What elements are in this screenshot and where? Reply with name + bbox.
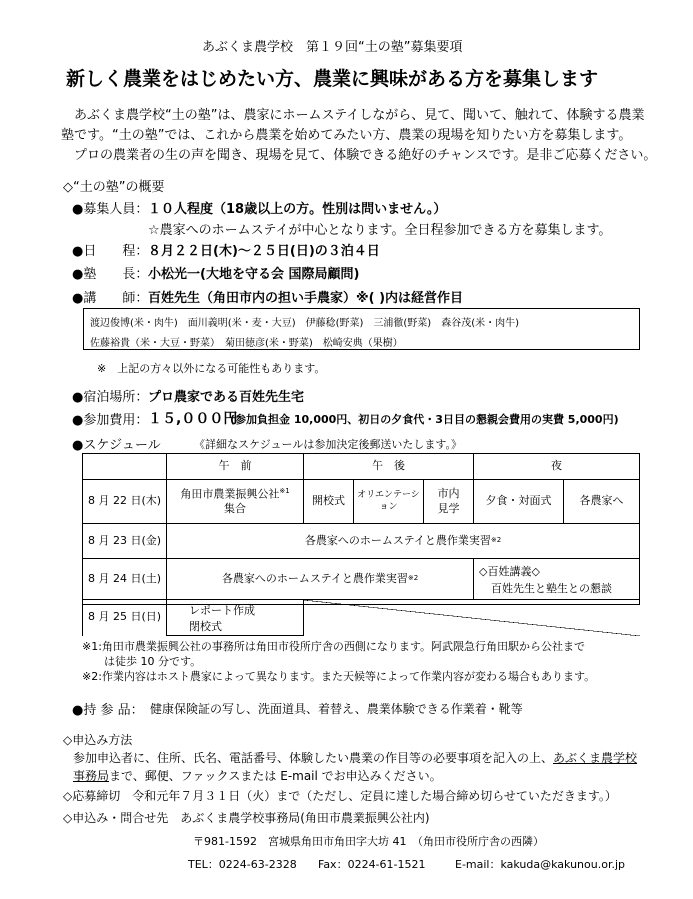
day2-footnote: ※2: [490, 536, 502, 545]
recruit-label: ●募集人員：: [72, 202, 149, 217]
main-title: 新しく農業をはじめたい方、農業に興味がある方を募集します: [66, 68, 599, 90]
fee-detail: (参加負担金 10,000円、初日の夕食代・3日目の懇親会費用の実費 5,000円): [230, 413, 619, 426]
intro-line-3: プロの農業者の生の声を聞き、現場を見て、体験できる絶好のチャンスです。是非ご応募ください。: [61, 148, 657, 163]
lecturers-line-2: 佐藤裕貴（米・大豆・野菜） 菊田徳彦(米・野菜) 松崎安典（果樹）: [90, 338, 403, 349]
lecturer-value: 百姓先生（角田市内の担い手農家）※( )内は経営作目: [148, 291, 464, 306]
apply-office-link: 事務局: [73, 769, 110, 783]
overview-heading: ◇“土の塾”の概要: [63, 180, 165, 195]
lodging-label: ●宿泊場所：: [72, 390, 149, 405]
day1-dinner: 夕食・対面式: [485, 494, 552, 508]
header-pm: 午 後: [372, 459, 405, 473]
day4-report: レポート作成: [189, 604, 255, 617]
day2-date: 8 月 23 日(金): [87, 533, 162, 547]
header-line: あぶくま農学校 第１９回“土の塾”募集要項: [202, 40, 463, 55]
day2-homestay-text: 各農家へのホームステイと農作業実習: [304, 533, 491, 547]
contact-email: E-mail：kakuda@kakunou.or.jp: [455, 858, 626, 871]
contact-tel: TEL：0224-63-2328: [188, 858, 297, 871]
schedule-table: [82, 453, 640, 636]
lecturers-note: ※ 上記の方々以外になる可能性もあります。: [97, 362, 326, 375]
header-am: 午 前: [218, 459, 252, 473]
day1-gather-footnote: ※1: [279, 486, 290, 495]
deadline: ◇応募締切 令和元年７月３１日（火）まで（ただし、定員に達した場合締め切らせていただきます。）: [63, 789, 617, 803]
recruit-note: ☆農家へのホームステイが中心となります。全日程参加できる方を募集します。: [148, 223, 612, 238]
day1-gather: [167, 480, 303, 523]
day4-closing: 閉校式: [189, 620, 222, 633]
intro-line-1: あぶくま農学校“土の塾”は、農家にホームステイしながら、見て、聞いて、触れて、体験する農業: [61, 108, 645, 123]
dates-label: ●日 程：: [72, 244, 149, 259]
day1-tour-line1: 市内: [437, 487, 460, 501]
day1-gather-place: 角田市農業振興公社: [180, 487, 280, 501]
lodging-value: プロ農家である百姓先生宅: [148, 390, 305, 405]
lecturers-box: [83, 308, 640, 350]
header-night: 夜: [551, 459, 562, 473]
day1-tour: [424, 480, 473, 523]
footnote-1: ※1:角田市農業振興公社の事務所は角田市役所庁舎の西側になります。阿武隈急行角田駅から公社まで: [82, 640, 586, 653]
apply-line-2-text: まで、郵便、ファックスまたは E-mail でお申込みください。: [109, 769, 442, 783]
day1-gather-label: 集合: [224, 501, 246, 515]
recruit-value: １０人程度（18歳以上の方。性別は問いません。）: [148, 202, 447, 217]
principal-value: 小松光一(大地を守る会 国際局顧問): [148, 267, 360, 282]
day3-date: 8 月 24 日(土): [87, 571, 162, 585]
contact-address: 〒981-1592 宮城県角田市角田字大坊 41 （角田市役所庁舎の西隣）: [193, 835, 544, 848]
apply-line-2: [73, 767, 442, 784]
day3-lecture-desc: 百姓先生と塾生との懇談: [491, 582, 612, 595]
day2-homestay: [167, 524, 639, 558]
fee-label: ●参加費用：: [72, 413, 149, 428]
day1-opening: 開校式: [312, 494, 345, 508]
principal-label: ●塾 長：: [72, 267, 149, 282]
day1-orientation: オリエンテーション: [357, 489, 420, 512]
day1-to-farms: 各農家へ: [579, 494, 624, 508]
footnote-2: ※2:作業内容はホスト農家によって異なります。また天候等によって作業内容が変わる場合もあります。: [82, 670, 596, 683]
intro-line-2: 塾です。“土の塾”では、これから農業を始めてみたい方、農業の現場を知りたい方を募集します。: [61, 128, 632, 143]
schedule-note: 《詳細なスケジュールは参加決定後郵送いたします。》: [194, 438, 462, 451]
day3-lecture-title: ◇百姓講義◇: [479, 565, 540, 578]
dates-value: ８月２２日(木)～２５日(日)の３泊４日: [148, 244, 380, 259]
day4-date: 8 月 25 日(日): [87, 610, 162, 624]
lecturers-line-1: 渡辺俊博(米・肉牛) 面川義明(米・麦・大豆) 伊藤稔(野菜) 三浦徹(野菜) 森谷茂(米・肉牛): [90, 318, 520, 329]
apply-heading: ◇申込み方法: [63, 733, 133, 747]
contact-line: ◇申込み・問合せ先 あぶくま農学校事務局(角田市農業振興公社内): [63, 811, 430, 825]
fee-value: １５,０００円: [148, 411, 238, 427]
apply-line-1: [73, 749, 637, 766]
contact-fax: Fax：0224-61-1521: [318, 858, 426, 871]
schedule-label: ●スケジュール: [72, 438, 161, 453]
belongings-value: 健康保険証の写し、洗面道具、着替え、農業体験できる作業着・靴等: [150, 702, 523, 716]
day1-date: 8 月 22 日(木): [87, 494, 162, 508]
day3-footnote: ※2: [407, 574, 419, 583]
day1-tour-line2: 見学: [437, 501, 460, 515]
belongings-label: ●持 参 品：: [72, 703, 144, 718]
day3-homestay: [167, 559, 473, 599]
apply-line-1-text: 参加申込者に、住所、氏名、電話番号、体験したい農業の作目等の必要事項を記入の上、: [73, 751, 554, 765]
day3-homestay-text: 各農家へのホームステイと農作業実習: [221, 571, 408, 585]
lecturer-label: ●講 師：: [72, 291, 149, 306]
apply-school-link: あぶくま農学校: [553, 751, 638, 765]
footnote-1b: は徒歩 10 分です。: [82, 655, 202, 668]
